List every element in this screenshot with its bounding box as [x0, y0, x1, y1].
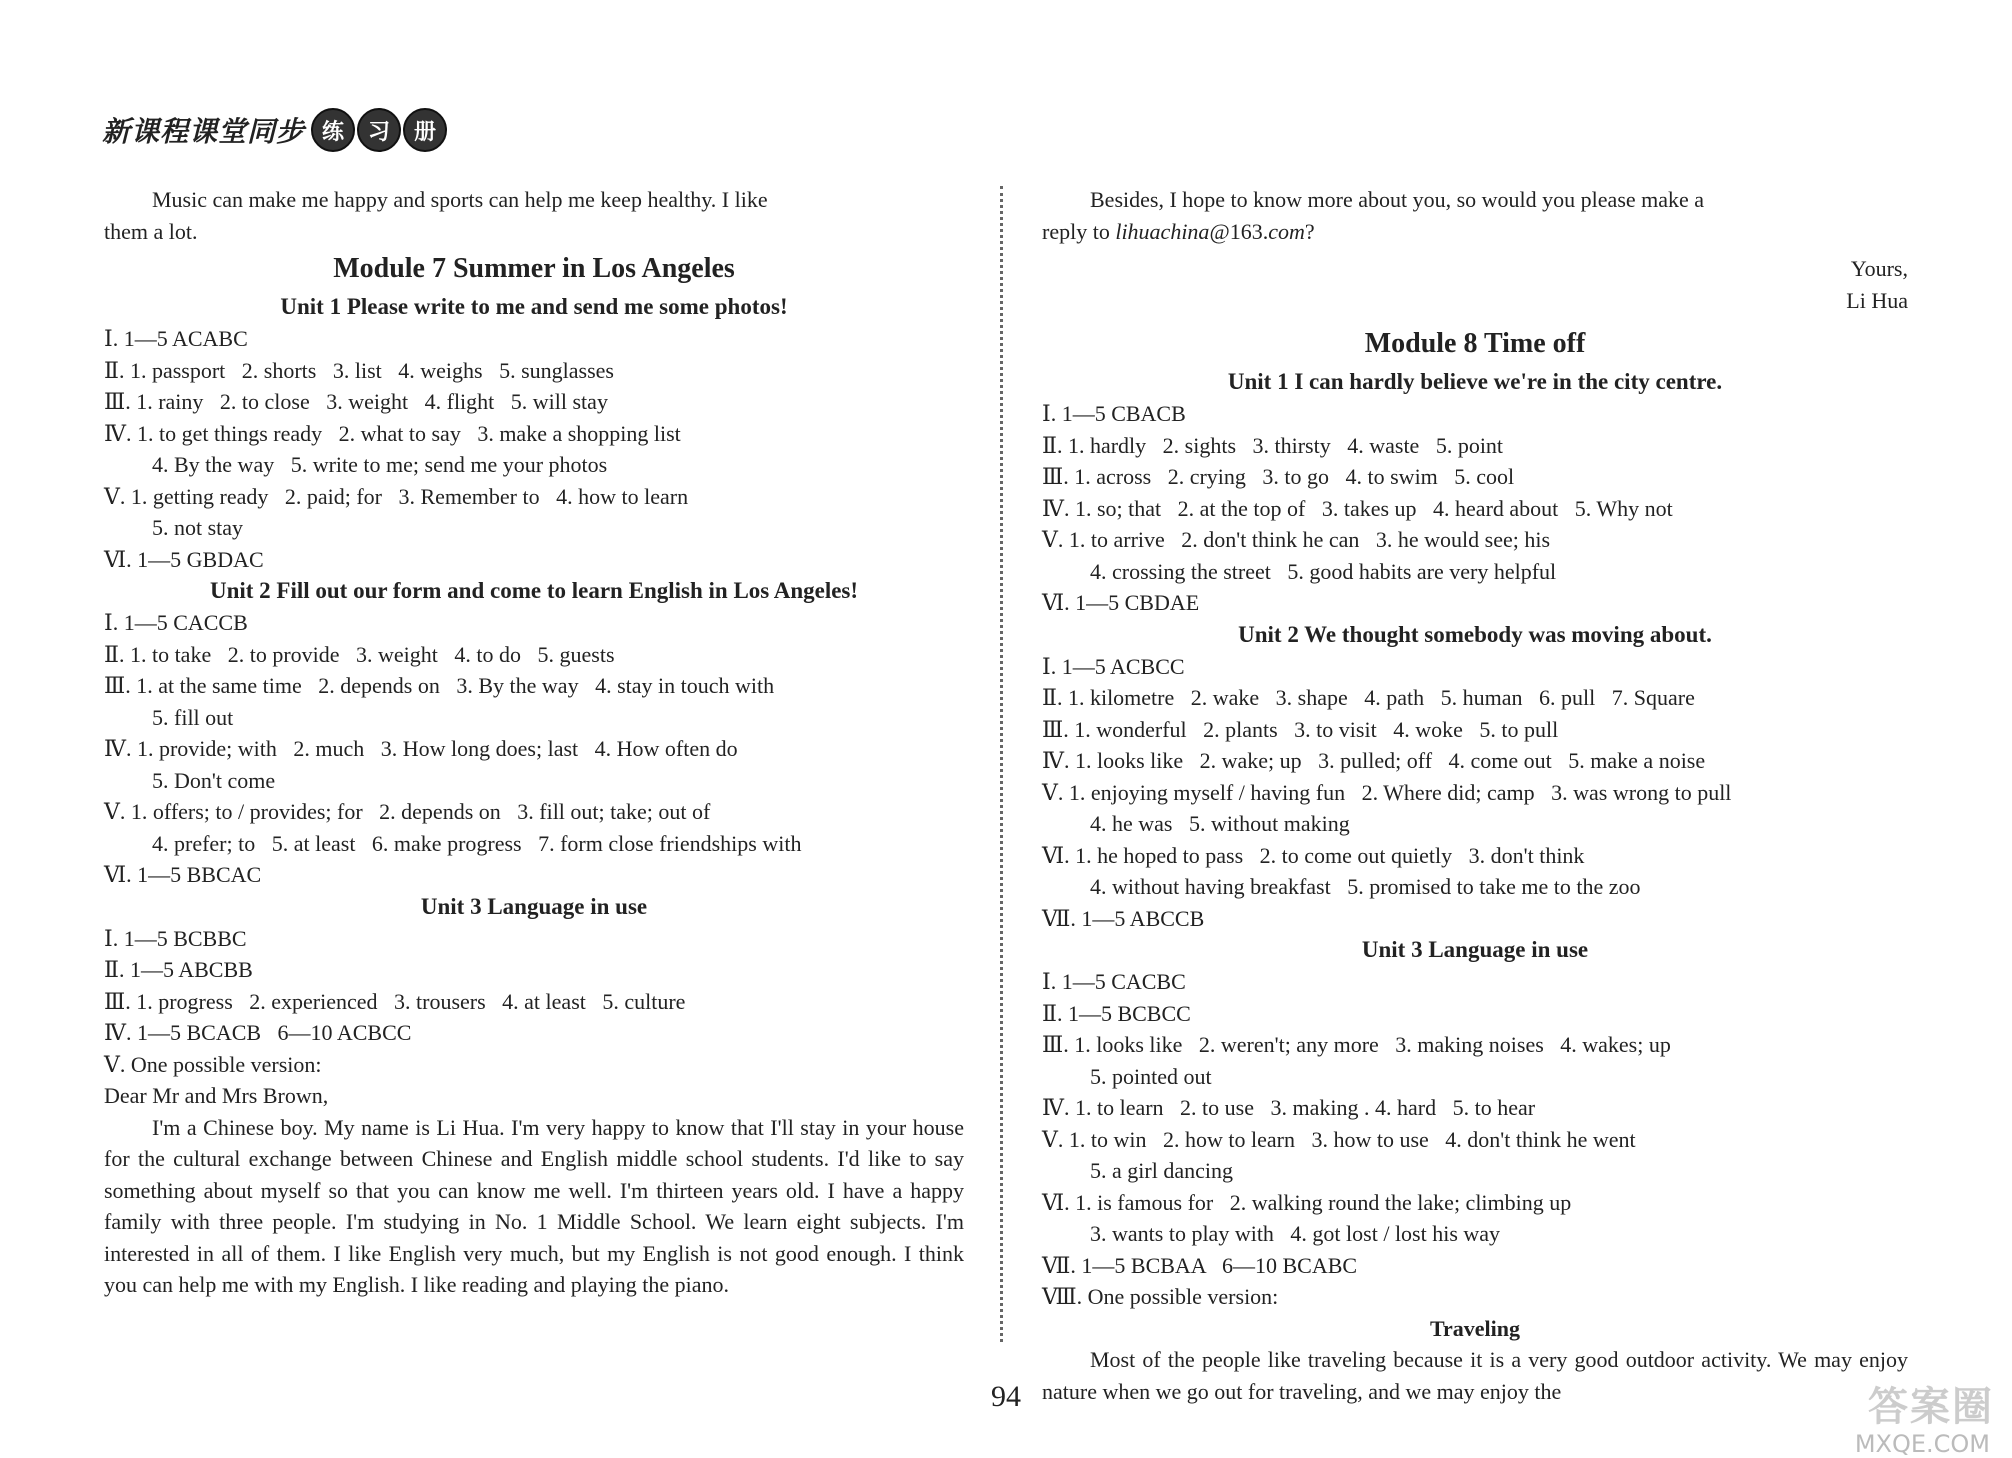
answer-line: Ⅳ. 1. so; that 2. at the top of 3. takes up 4. heard about 5. Why not — [1042, 495, 1673, 521]
answer-line: 5. not stay — [152, 515, 244, 540]
answer-line: Ⅶ. 1—5 BCBAA 6—10 BCABC — [1042, 1252, 1358, 1278]
reply-text: reply to — [1042, 218, 1116, 244]
exercise-book-badges — [311, 108, 447, 152]
page-number: 94 — [991, 1380, 1021, 1413]
answer-line: 5. fill out — [152, 704, 234, 730]
answer-line: Ⅳ. 1—5 BCACB 6—10 ACBCC — [104, 1020, 412, 1045]
question-mark: ? — [1304, 218, 1315, 244]
answer-line: Ⅲ. 1. looks like 2. weren't; any more 3. making noises 4. wakes; up — [1042, 1032, 1671, 1057]
module-8-unit-3-title: Unit 3 Language in use — [1361, 937, 1589, 962]
answer-line: 4. without having breakfast 5. promised to take me to the zoo — [1090, 874, 1641, 899]
answer-line: Ⅳ. 1. to get things ready 2. what to say 3. make a shopping list — [104, 420, 681, 446]
answer-line: Ⅲ. 1. at the same time 2. depends on 3. By the way 4. stay in touch with — [104, 673, 775, 698]
letter-body: I'm a Chinese boy. My name is Li Hua. I'm very happy to know that I'll stay in your house for the cultural exchange between Chinese and English middle school students. I'd like to say something about myself so that you can know me well. I'm thirteen years old. I have a happy family with three people. I'm studying in No. 1 Middle School. We learn eight subjects. I'm interested in all of them. I like English very much, but my English is not good enough. I think you can help me with my English. I like reading and playing the piano. — [104, 1114, 964, 1297]
answer-line: Ⅱ. 1. kilometre 2. wake 3. shape 4. path 5. human 6. pull 7. Square — [1042, 685, 1695, 710]
answer-line: Ⅲ. 1. rainy 2. to close 3. weight 4. flight 5. will stay — [104, 389, 608, 414]
module-7-unit-3-title: Unit 3 Language in use — [420, 893, 648, 919]
letter-end-line-1: Besides, I hope to know more about you, so would you please make a — [1090, 187, 1705, 212]
answer-line: 4. crossing the street 5. good habits are very helpful — [1090, 558, 1557, 584]
answer-line: Ⅰ. 1—5 CACBC — [1042, 969, 1186, 994]
letter-salutation: Dear Mr and Mrs Brown, — [104, 1083, 329, 1108]
letter-end-line-2 — [1042, 216, 1908, 248]
answer-line: Ⅷ. One possible version: — [1042, 1284, 1279, 1309]
answer-line: Ⅴ. 1. getting ready 2. paid; for 3. Remember to 4. how to learn — [104, 483, 689, 509]
book-series-logo — [102, 108, 447, 152]
answer-line: Ⅳ. 1. provide; with 2. much 3. How long does; last 4. How often do — [104, 736, 738, 761]
answer-line: Ⅵ. 1—5 GBDAC — [104, 546, 264, 572]
email-domain: @163. — [1209, 218, 1269, 244]
site-watermark-logo: 答案圈 — [1868, 1384, 1994, 1430]
answer-line: Ⅲ. 1. across 2. crying 3. to go 4. to swim 5. cool — [1042, 464, 1515, 489]
answer-line: Ⅰ. 1—5 ACABC — [104, 326, 248, 351]
answer-line: Ⅵ. 1—5 BBCAC — [104, 862, 262, 887]
answer-line: Ⅰ. 1—5 BCBBC — [104, 925, 247, 951]
column-divider — [1000, 186, 1003, 1342]
module-7-title: Module 7 Summer in Los Angeles — [333, 253, 735, 284]
answer-line: 4. prefer; to 5. at least 6. make progress 7. form close friendships with — [152, 830, 802, 856]
answer-line: Ⅶ. 1—5 ABCCB — [1042, 905, 1205, 931]
badge-3: 册 — [403, 108, 447, 152]
email-tld: com — [1268, 218, 1305, 244]
book-series-title: 新课程课堂同步 — [102, 115, 306, 148]
left-column — [104, 184, 964, 1301]
answer-line: Ⅱ. 1. passport 2. shorts 3. list 4. weighs 5. sunglasses — [104, 357, 614, 383]
badge-2: 习 — [357, 108, 401, 152]
answer-line: Ⅳ. 1. looks like 2. wake; up 3. pulled; off 4. come out 5. make a noise — [1042, 748, 1706, 773]
essay-body: Most of the people like traveling because it is a very good outdoor activity. We may enjoy nature when we go out for traveling, and we may enjoy the — [1042, 1347, 1908, 1404]
intro-line-1: Music can make me happy and sports can help me keep healthy. I like — [152, 187, 768, 212]
answer-line: Ⅰ. 1—5 CBACB — [1042, 401, 1186, 426]
answer-line: 5. pointed out — [1090, 1063, 1212, 1089]
answer-line: Ⅵ. 1—5 CBDAE — [1042, 590, 1200, 615]
module-7-unit-2-title: Unit 2 Fill out our form and come to learn English in Los Angeles! — [209, 578, 859, 603]
answer-line: Ⅴ. 1. to arrive 2. don't think he can 3. he would see; his — [1042, 527, 1551, 552]
module-8-unit-1-title: Unit 1 I can hardly believe we're in the city centre. — [1227, 369, 1723, 394]
answer-line: Ⅱ. 1—5 BCBCC — [1042, 1000, 1191, 1026]
module-8-title: Module 8 Time off — [1364, 328, 1586, 359]
letter-closing: Yours, — [1850, 256, 1908, 281]
answer-line: Ⅴ. 1. offers; to / provides; for 2. depends on 3. fill out; take; out of — [104, 799, 711, 824]
answer-line: Ⅴ. One possible version: — [104, 1051, 322, 1077]
answer-line: Ⅲ. 1. wonderful 2. plants 3. to visit 4. woke 5. to pull — [1042, 716, 1559, 742]
answer-line: Ⅰ. 1—5 ACBCC — [1042, 653, 1185, 679]
answer-line: Ⅵ. 1. he hoped to pass 2. to come out quietly 3. don't think — [1042, 842, 1585, 868]
email-user: lihuachina — [1115, 218, 1210, 244]
right-column — [1042, 184, 1908, 1407]
letter-signature: Li Hua — [1846, 287, 1908, 313]
badge-1: 练 — [311, 108, 355, 152]
answer-line: 3. wants to play with 4. got lost / lost his way — [1090, 1221, 1501, 1246]
answer-line: 4. he was 5. without making — [1090, 811, 1350, 836]
answer-line: 5. Don't come — [152, 767, 276, 793]
answer-line: 5. a girl dancing — [1090, 1158, 1233, 1183]
answer-line: Ⅱ. 1. hardly 2. sights 3. thirsty 4. waste 5. point — [1042, 432, 1504, 458]
answer-line: Ⅴ. 1. enjoying myself / having fun 2. Where did; camp 3. was wrong to pull — [1042, 779, 1732, 805]
module-7-unit-1-title: Unit 1 Please write to me and send me some photos! — [280, 294, 788, 319]
essay-title: Traveling — [1429, 1315, 1521, 1341]
answer-line: Ⅱ. 1—5 ABCBB — [104, 957, 253, 982]
module-8-unit-2-title: Unit 2 We thought somebody was moving about. — [1238, 621, 1712, 647]
answer-line: Ⅳ. 1. to learn 2. to use 3. making . 4. hard 5. to hear — [1042, 1095, 1536, 1120]
answer-line: Ⅴ. 1. to win 2. how to learn 3. how to use 4. don't think he went — [1042, 1126, 1636, 1152]
answer-line: Ⅵ. 1. is famous for 2. walking round the lake; climbing up — [1042, 1189, 1572, 1215]
answer-line: Ⅱ. 1. to take 2. to provide 3. weight 4. to do 5. guests — [104, 641, 615, 667]
answer-line: Ⅲ. 1. progress 2. experienced 3. trousers 4. at least 5. culture — [104, 988, 686, 1014]
site-watermark-url: MXQE.COM — [1854, 1430, 1990, 1458]
answer-line: Ⅰ. 1—5 CACCB — [104, 610, 248, 635]
intro-line-2: them a lot. — [104, 218, 198, 244]
answer-line: 4. By the way 5. write to me; send me your photos — [152, 452, 608, 477]
